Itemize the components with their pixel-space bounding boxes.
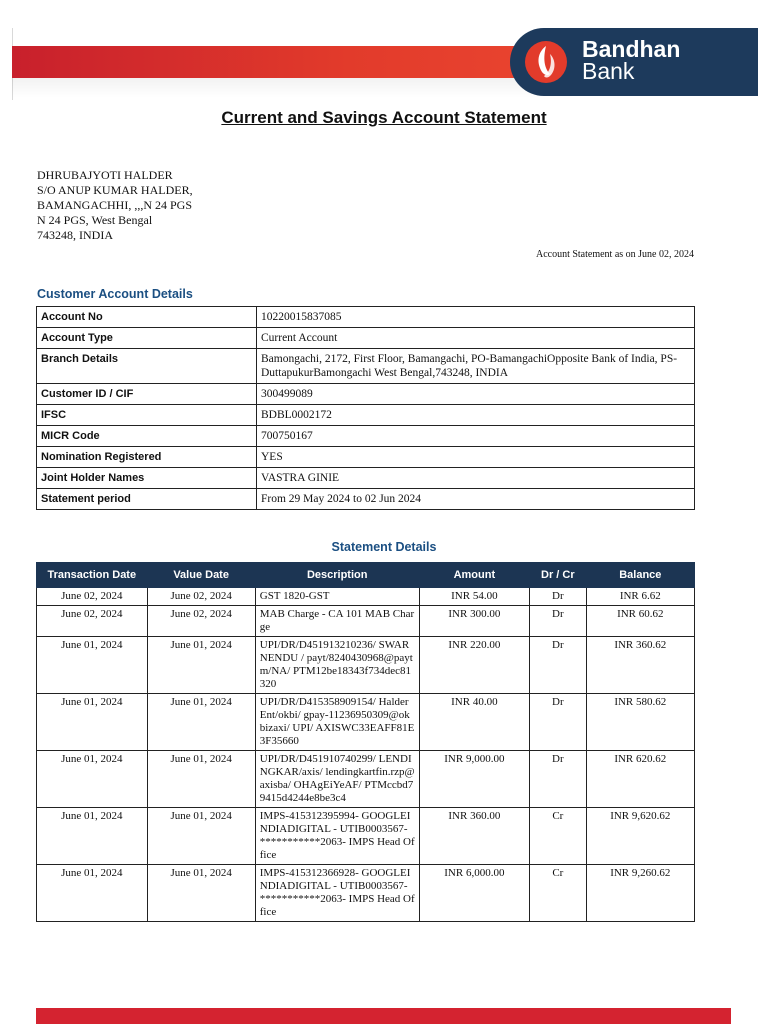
details-label: Statement period xyxy=(37,489,257,510)
cell-dr-cr: Dr xyxy=(530,637,587,694)
details-value: Bamongachi, 2172, First Floor, Bamangachi, PO-BamangachiOpposite Bank of India, PS-DuttapukurBamongachi West Bengal,743248, INDIA xyxy=(257,349,695,384)
cell-transaction-date: June 02, 2024 xyxy=(37,588,148,606)
header-band-shadow xyxy=(12,78,572,98)
table-row xyxy=(37,694,695,751)
customer-address xyxy=(37,168,193,243)
address-line: N 24 PGS, West Bengal xyxy=(37,213,153,227)
cell-transaction-date: June 01, 2024 xyxy=(37,865,148,922)
cell-balance: INR 9,620.62 xyxy=(586,808,694,865)
customer-details-table xyxy=(36,306,695,510)
details-label: MICR Code xyxy=(37,426,257,447)
table-row xyxy=(37,606,695,637)
details-label: Customer ID / CIF xyxy=(37,384,257,405)
details-label: Branch Details xyxy=(37,349,257,384)
cell-transaction-date: June 01, 2024 xyxy=(37,751,148,808)
cell-balance: INR 6.62 xyxy=(586,588,694,606)
cell-transaction-date: June 02, 2024 xyxy=(37,606,148,637)
bank-logo-icon xyxy=(524,40,568,84)
cell-dr-cr: Dr xyxy=(530,751,587,808)
details-value: From 29 May 2024 to 02 Jun 2024 xyxy=(257,489,695,510)
table-row xyxy=(37,751,695,808)
cell-dr-cr: Dr xyxy=(530,694,587,751)
details-value: 300499089 xyxy=(257,384,695,405)
cell-dr-cr: Cr xyxy=(530,865,587,922)
details-row xyxy=(37,384,695,405)
cell-amount: INR 6,000.00 xyxy=(419,865,529,922)
cell-balance: INR 360.62 xyxy=(586,637,694,694)
details-row xyxy=(37,468,695,489)
cell-amount: INR 300.00 xyxy=(419,606,529,637)
cell-balance: INR 620.62 xyxy=(586,751,694,808)
transactions-header-row xyxy=(37,563,695,588)
statement-as-of: Account Statement as on June 02, 2024 xyxy=(535,249,694,260)
header-balance: Balance xyxy=(586,563,694,588)
cell-description: UPI/DR/D451913210236/ SWARNENDU / payt/8240430968@paytm/NA/ PTM12be18343f734dec81320 xyxy=(255,637,419,694)
cell-value-date: June 02, 2024 xyxy=(147,588,255,606)
cell-value-date: June 01, 2024 xyxy=(147,751,255,808)
details-row xyxy=(37,447,695,468)
details-value: VASTRA GINIE xyxy=(257,468,695,489)
details-row xyxy=(37,489,695,510)
details-value: YES xyxy=(257,447,695,468)
details-label: IFSC xyxy=(37,405,257,426)
details-value: BDBL0002172 xyxy=(257,405,695,426)
cell-value-date: June 01, 2024 xyxy=(147,694,255,751)
bank-logo xyxy=(510,28,758,96)
statement-section-title: Statement Details xyxy=(331,540,437,554)
cell-dr-cr: Cr xyxy=(530,808,587,865)
footer-red-band xyxy=(36,1008,731,1024)
header-amount: Amount xyxy=(419,563,529,588)
cell-description: MAB Charge - CA 101 MAB Charge xyxy=(255,606,419,637)
cell-dr-cr: Dr xyxy=(530,588,587,606)
cell-amount: INR 360.00 xyxy=(419,808,529,865)
cell-transaction-date: June 01, 2024 xyxy=(37,694,148,751)
cell-value-date: June 01, 2024 xyxy=(147,808,255,865)
cell-amount: INR 54.00 xyxy=(419,588,529,606)
details-value: 700750167 xyxy=(257,426,695,447)
details-row xyxy=(37,307,695,328)
table-row xyxy=(37,865,695,922)
cell-description: GST 1820-GST xyxy=(255,588,419,606)
cell-transaction-date: June 01, 2024 xyxy=(37,808,148,865)
details-label: Joint Holder Names xyxy=(37,468,257,489)
details-value: 10220015837085 xyxy=(257,307,695,328)
table-row xyxy=(37,808,695,865)
header-dr-cr: Dr / Cr xyxy=(530,563,587,588)
cell-balance: INR 60.62 xyxy=(586,606,694,637)
address-line: S/O ANUP KUMAR HALDER, xyxy=(37,183,193,197)
address-line: BAMANGACHHI, ,,,N 24 PGS xyxy=(37,198,193,212)
details-row xyxy=(37,328,695,349)
bank-name-line2: Bank xyxy=(582,58,635,84)
details-label: Account No xyxy=(37,307,257,328)
address-line: 743248, INDIA xyxy=(37,228,113,242)
address-line: DHRUBAJYOTI HALDER xyxy=(37,168,173,182)
cell-description: UPI/DR/D415358909154/ Halder Ent/okbi/ gpay-11236950309@okbizaxi/ UPI/ AXISWC33EAFF81E3F35660 xyxy=(255,694,419,751)
details-label: Nomination Registered xyxy=(37,447,257,468)
bank-name-line1: Bandhan xyxy=(582,36,681,62)
cell-transaction-date: June 01, 2024 xyxy=(37,637,148,694)
details-value: Current Account xyxy=(257,328,695,349)
table-row xyxy=(37,637,695,694)
cell-value-date: June 02, 2024 xyxy=(147,606,255,637)
cell-amount: INR 9,000.00 xyxy=(419,751,529,808)
cell-description: UPI/DR/D451910740299/ LENDINGKAR/axis/ lendingkartfin.rzp@axisba/ OHAgEiYeAF/ PTMccbd79415d4244e8be3c4 xyxy=(255,751,419,808)
page-title: Current and Savings Account Statement xyxy=(221,108,547,127)
details-row xyxy=(37,405,695,426)
header-transaction-date: Transaction Date xyxy=(37,563,148,588)
header-red-band xyxy=(12,46,572,78)
header-description: Description xyxy=(255,563,419,588)
cell-balance: INR 9,260.62 xyxy=(586,865,694,922)
cell-description: IMPS-415312366928- GOOGLEINDIADIGITAL - UTIB0003567- ***********2063- IMPS Head Office xyxy=(255,865,419,922)
cell-value-date: June 01, 2024 xyxy=(147,865,255,922)
details-label: Account Type xyxy=(37,328,257,349)
customer-section-title: Customer Account Details xyxy=(37,287,193,301)
transactions-table xyxy=(36,562,695,922)
table-row xyxy=(37,588,695,606)
header-value-date: Value Date xyxy=(147,563,255,588)
cell-dr-cr: Dr xyxy=(530,606,587,637)
cell-balance: INR 580.62 xyxy=(586,694,694,751)
cell-value-date: June 01, 2024 xyxy=(147,637,255,694)
cell-description: IMPS-415312395994- GOOGLEINDIADIGITAL - UTIB0003567- ***********2063- IMPS Head Office xyxy=(255,808,419,865)
cell-amount: INR 40.00 xyxy=(419,694,529,751)
cell-amount: INR 220.00 xyxy=(419,637,529,694)
details-row xyxy=(37,426,695,447)
details-row xyxy=(37,349,695,384)
